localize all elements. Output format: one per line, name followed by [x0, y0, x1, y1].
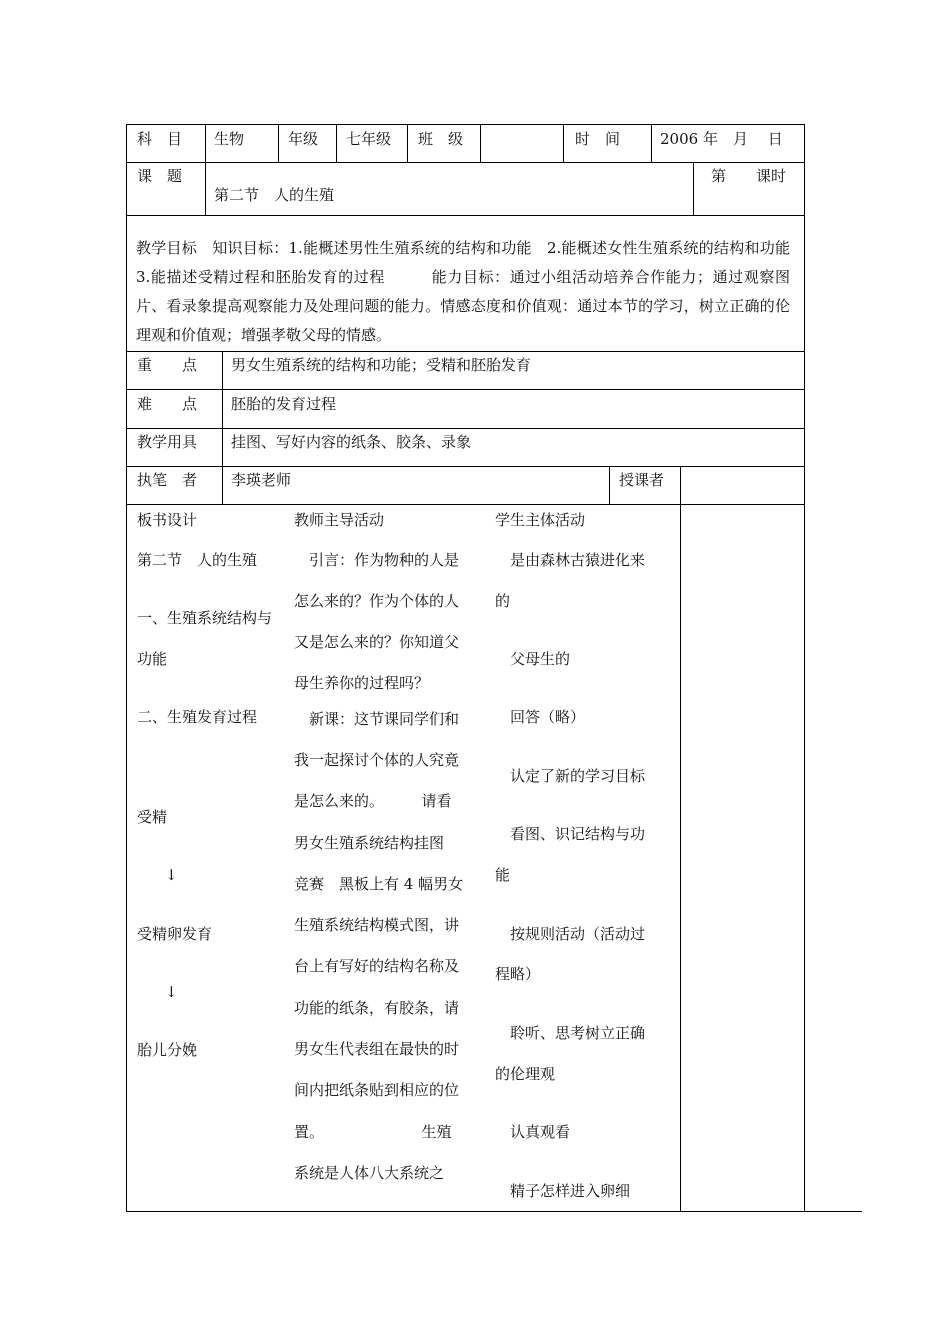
rule: [680, 504, 681, 1212]
rule: [609, 466, 610, 505]
rule: [680, 466, 681, 505]
rule: [126, 162, 805, 163]
rule: [126, 124, 127, 1212]
author-value: 李瑛老师: [231, 471, 292, 489]
teacher-line: 竞赛 黑板上有 4 幅男女: [294, 875, 464, 893]
teacher-line: 引言：作为物种的人是: [294, 551, 460, 569]
rule: [126, 504, 805, 505]
board-line: 二、生殖发育过程: [137, 708, 258, 726]
grade-label: 年级: [288, 130, 319, 148]
objectives-label: 教学目标: [136, 239, 197, 257]
teaching-objectives: [136, 234, 820, 350]
teacher-line: 系统是人体八大系统之: [294, 1164, 445, 1182]
board-line: 第二节 人的生殖: [137, 551, 258, 569]
teacher-line: 功能的纸条，有胶条，请: [294, 999, 460, 1017]
student-line: 父母生的: [495, 650, 571, 668]
subject-value: 生物: [214, 130, 245, 148]
rule: [126, 351, 805, 352]
topic-label: 课 题: [137, 167, 183, 185]
key-point-value: 男女生殖系统的结构和功能；受精和胚胎发育: [231, 356, 532, 374]
time-label: 时 间: [575, 130, 621, 148]
student-line: 看图、识记结构与功: [495, 825, 646, 843]
down-arrow-icon: ↓: [165, 866, 178, 884]
teacher-line: 男女生代表组在最快的时: [294, 1040, 460, 1058]
student-line: 按规则活动（活动过: [495, 925, 646, 943]
author-label: 执笔 者: [137, 471, 198, 489]
tools-value: 挂图、写好内容的纸条、胶条、录象: [231, 433, 472, 451]
student-activity-header: 学生主体活动: [495, 511, 586, 529]
rule: [126, 1211, 862, 1212]
student-line: 认定了新的学习目标: [495, 767, 646, 785]
rule: [693, 162, 694, 216]
rule: [126, 428, 805, 429]
rule: [407, 124, 408, 163]
teacher-line: 置。 生殖: [294, 1123, 452, 1141]
difficulty-label: 难 点: [137, 395, 198, 413]
rule: [480, 124, 481, 163]
rule: [205, 124, 206, 216]
teacher-line: 生殖系统结构模式图，讲: [294, 916, 460, 934]
board-line: 胎儿分娩: [137, 1041, 198, 1059]
student-line: 能: [495, 866, 511, 884]
teacher-line: 间内把纸条贴到相应的位: [294, 1081, 460, 1099]
student-line: 是由森林古猿进化来: [495, 551, 646, 569]
subject-label: 科 目: [137, 130, 183, 148]
rule: [563, 124, 564, 163]
student-line: 精子怎样进入卵细: [495, 1182, 631, 1200]
student-line: 程略）: [495, 965, 541, 983]
objectives-text: 知识目标：1.能概述男性生殖系统的结构和功能 2.能概述女性生殖系统的结构和功能 3.能描述受精过程和胚胎发育的过程 能力目标：通过小组活动培养合作能力；通过观察图片、看录象提高观察能力及处理问题的能力。情感态度和价值观：通过本节的学习，树立正确的伦理观和价值观；增强孝敬父母的情感。: [136, 239, 820, 344]
rule: [126, 215, 805, 216]
grade-value: 七年级: [346, 130, 392, 148]
student-line: 的: [495, 592, 511, 610]
teacher-line: 男女生殖系统结构挂图: [294, 834, 445, 852]
board-line: 受精: [137, 808, 168, 826]
rule: [651, 124, 652, 163]
board-design-header: 板书设计: [137, 511, 198, 529]
tools-label: 教学用具: [137, 433, 198, 451]
rule: [126, 466, 805, 467]
class-label: 班 级: [418, 130, 464, 148]
teacher-label: 授课者: [619, 471, 665, 489]
key-point-label: 重 点: [137, 356, 198, 374]
teacher-line: 新课：这节课同学们和: [294, 710, 460, 728]
board-line: 功能: [137, 650, 168, 668]
teacher-line: 台上有写好的结构名称及: [294, 957, 460, 975]
rule: [804, 124, 805, 1212]
teacher-line: 怎么来的？作为个体的人: [294, 592, 460, 610]
rule: [278, 124, 279, 163]
period-label: 第 课时: [711, 167, 787, 185]
down-arrow-icon: ↓: [165, 983, 178, 1001]
teacher-line: 母生养你的过程吗？: [294, 674, 430, 692]
student-line: 的伦理观: [495, 1065, 556, 1083]
student-line: 认真观看: [495, 1123, 571, 1141]
teacher-line: 是怎么来的。 请看: [294, 792, 452, 810]
rule: [126, 124, 805, 125]
board-line: 受精卵发育: [137, 925, 213, 943]
rule: [336, 124, 337, 163]
teacher-line: 我一起探讨个体的人究竟: [294, 751, 460, 769]
teacher-activity-header: 教师主导活动: [294, 511, 385, 529]
board-line: 一、生殖系统结构与: [137, 609, 273, 627]
teacher-line: 又是怎么来的？你知道父: [294, 633, 460, 651]
rule: [126, 389, 805, 390]
difficulty-value: 胚胎的发育过程: [231, 395, 337, 413]
student-line: 聆听、思考树立正确: [495, 1024, 646, 1042]
rule: [222, 351, 223, 505]
time-value: 2006 年 月 日: [660, 130, 783, 148]
topic-value: 第二节 人的生殖: [214, 186, 335, 204]
student-line: 回答（略）: [495, 708, 586, 726]
